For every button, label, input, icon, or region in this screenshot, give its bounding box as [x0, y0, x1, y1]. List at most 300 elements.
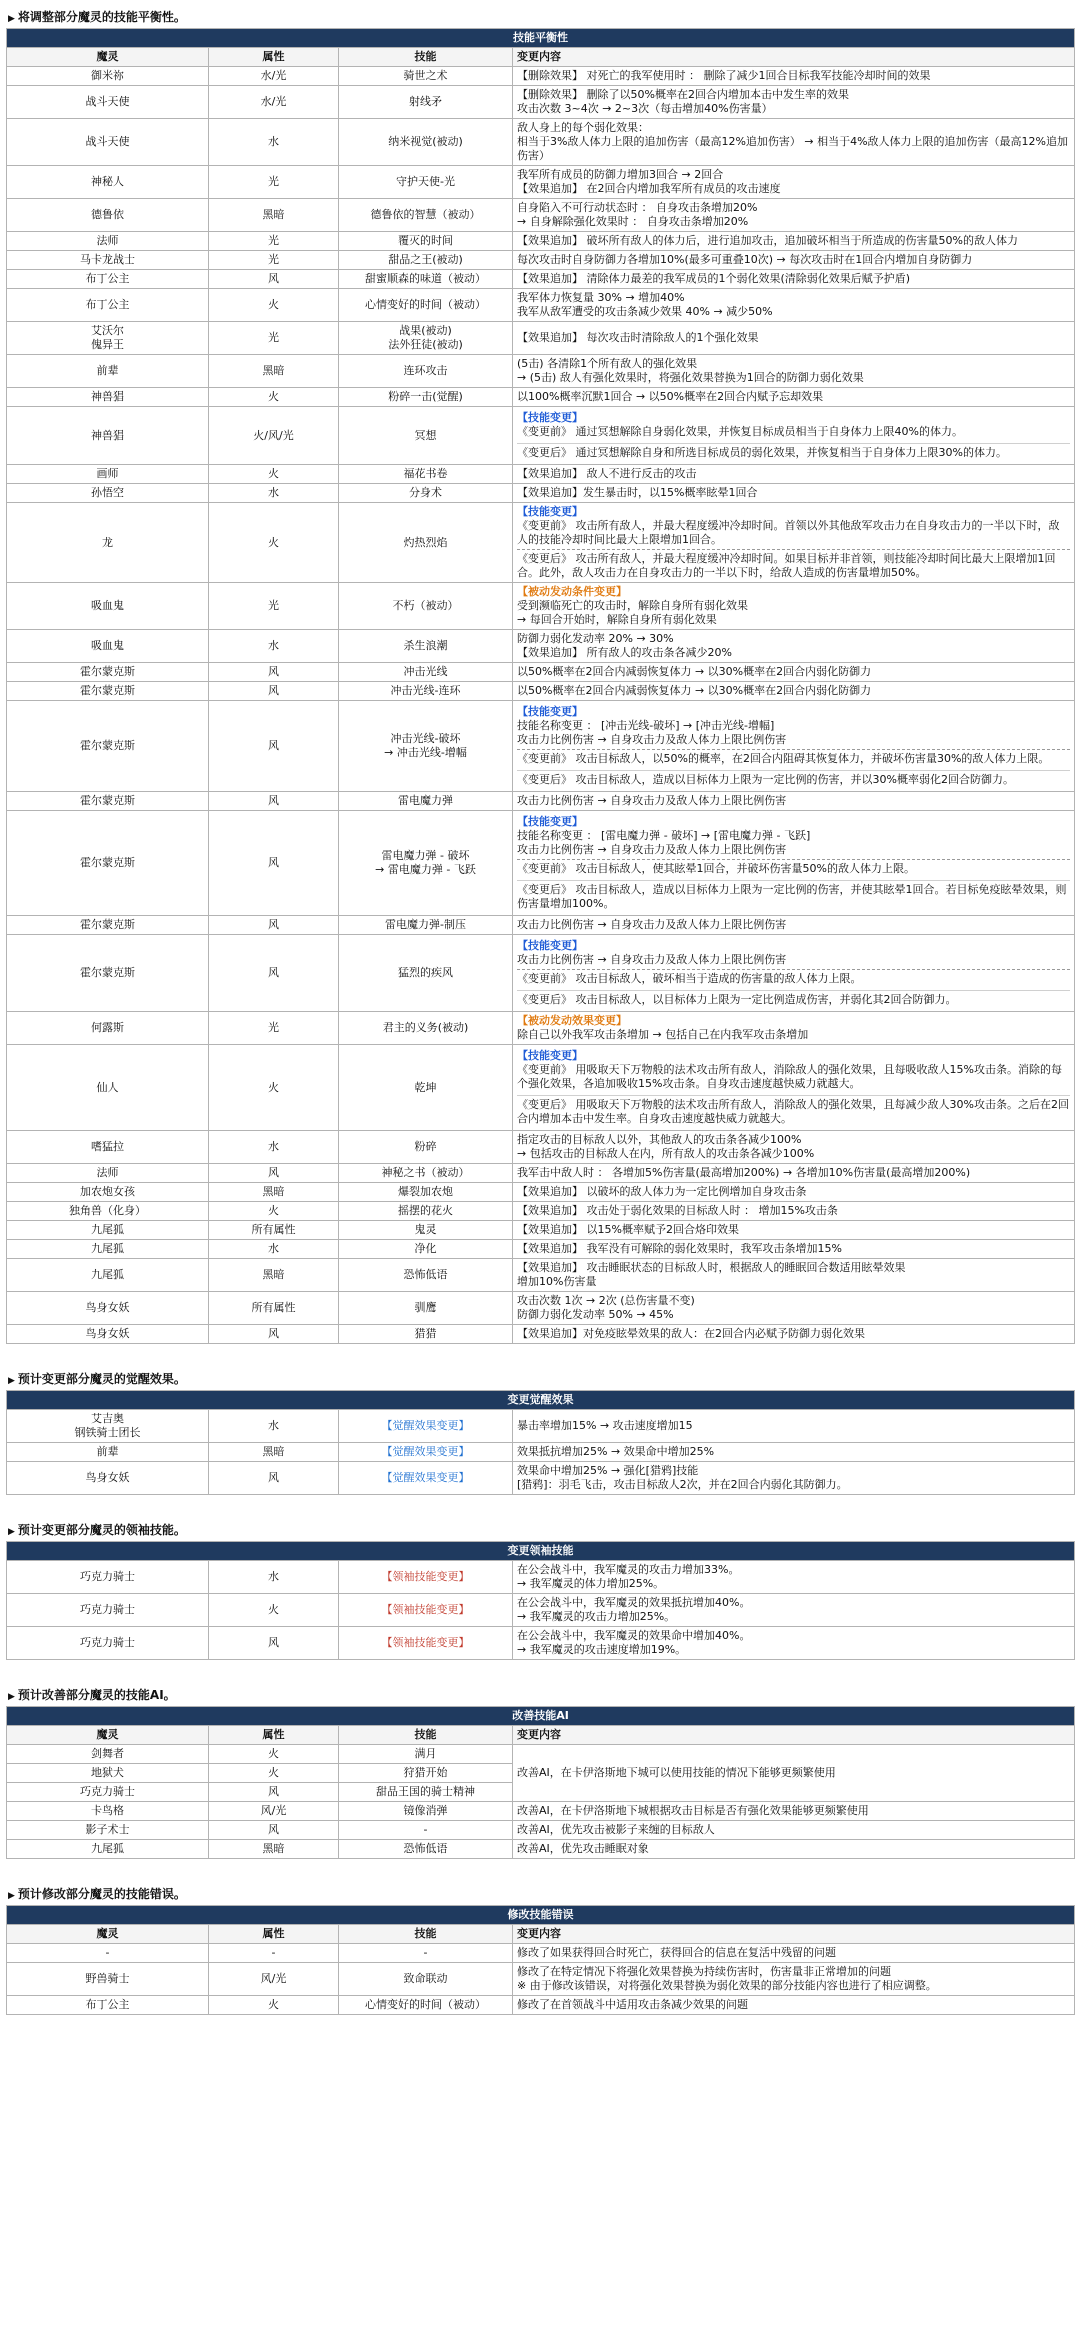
- change-line: 技能名称变更 ： [冲击光线-破坏] → [冲击光线-增幅]: [517, 719, 775, 732]
- change-content: [513, 1131, 1075, 1164]
- skill-name: 冲击光线-连环: [339, 682, 513, 701]
- section-title-text: 预计变更部分魔灵的觉醒效果。: [17, 1372, 186, 1386]
- monster-name: 九尾狐: [7, 1221, 209, 1240]
- attribute: 光: [209, 232, 339, 251]
- change-line: 《变更前》 攻击目标敌人，破坏相当于造成的伤害量的敌人体力上限。: [517, 972, 862, 985]
- monster-name: 吸血鬼: [7, 630, 209, 663]
- change-content: [513, 119, 1075, 166]
- change-content: [513, 1325, 1075, 1344]
- change-line: 攻击力比例伤害 → 自身攻击力及敌人体力上限比例伤害: [517, 953, 787, 966]
- monster-name: 艾沃尔 傀异王: [7, 322, 209, 355]
- skill-name: 灼热烈焰: [339, 503, 513, 583]
- skill-name: 致命联动: [339, 1963, 513, 1996]
- change-content: [513, 1840, 1075, 1859]
- attribute: 黑暗: [209, 1443, 339, 1462]
- attribute: 风: [209, 1325, 339, 1344]
- dashed-divider: [517, 549, 1070, 550]
- monster-name: 画师: [7, 465, 209, 484]
- attribute: 风: [209, 663, 339, 682]
- table-row: [7, 322, 1075, 355]
- skill-name: 满月: [339, 1745, 513, 1764]
- table-caption: 修改技能错误: [7, 1906, 1075, 1925]
- change-line: 增加10%伤害量: [517, 1275, 597, 1288]
- change-content: [513, 465, 1075, 484]
- change-line: 敌人身上的每个弱化效果：: [517, 121, 649, 134]
- monster-name: 独角兽（化身）: [7, 1202, 209, 1221]
- column-header-skill: 技能: [339, 1726, 513, 1745]
- section-title-text: 预计变更部分魔灵的领袖技能。: [17, 1523, 186, 1537]
- change-content: [513, 67, 1075, 86]
- table-row: [7, 1202, 1075, 1221]
- change-content: [513, 1944, 1075, 1963]
- attribute: 火/风/光: [209, 407, 339, 465]
- skill-name: 驯鹰: [339, 1292, 513, 1325]
- change-line: 【技能变更】: [517, 505, 583, 518]
- table-row: [7, 1012, 1075, 1045]
- change-line: ※ 由于修改该错误，对将强化效果替换为弱化效果的部分技能内容也进行了相应调整。: [517, 1979, 937, 1992]
- monster-name: 法师: [7, 232, 209, 251]
- skill-name: 甜品之王(被动): [339, 251, 513, 270]
- attribute: 风: [209, 1462, 339, 1495]
- monster-name: 巧克力骑士: [7, 1627, 209, 1660]
- skill-name: 狩猎开始: [339, 1764, 513, 1783]
- dashed-divider: [517, 969, 1070, 970]
- change-line: 【效果追加】发生暴击时，以15%概率眩晕1回合: [517, 486, 758, 499]
- monster-name: 神兽猖: [7, 407, 209, 465]
- column-header-monster: 魔灵: [7, 1726, 209, 1745]
- table-row: [7, 682, 1075, 701]
- change-content: [513, 503, 1075, 583]
- change-line: → 我军魔灵的体力增加25%。: [517, 1577, 665, 1590]
- skill-name: 净化: [339, 1240, 513, 1259]
- monster-name: 龙: [7, 503, 209, 583]
- change-line: 攻击次数 3~4次 → 2~3次（每击增加40%伤害量）: [517, 102, 773, 115]
- table-caption: 变更觉醒效果: [7, 1391, 1075, 1410]
- change-content: [513, 1561, 1075, 1594]
- section-title: [8, 1370, 1074, 1387]
- skill-name: 心情变好的时间（被动）: [339, 289, 513, 322]
- change-content: [513, 630, 1075, 663]
- change-line: 《变更后》 攻击目标敌人，造成以目标体力上限为一定比例的伤害，并使其眩晕1回合。若目标免疫眩晕效果，则伤害量增加100%。: [517, 883, 1067, 910]
- attribute: 水: [209, 1561, 339, 1594]
- column-header-change: 变更内容: [513, 48, 1075, 67]
- table-caption: 技能平衡性: [7, 29, 1075, 48]
- column-header-monster: 魔灵: [7, 48, 209, 67]
- change-content: [513, 232, 1075, 251]
- change-content: [513, 1410, 1075, 1443]
- change-content: [513, 1627, 1075, 1660]
- change-line: 效果命中增加25% → 强化[猎鸦]技能: [517, 1464, 699, 1477]
- change-line: 【技能变更】: [517, 705, 583, 718]
- attribute: 光: [209, 583, 339, 630]
- change-line: 效果抵抗增加25% → 效果命中增加25%: [517, 1445, 715, 1458]
- change-block: [517, 409, 1070, 441]
- s1-table: [6, 28, 1075, 1344]
- header-row: [7, 48, 1075, 67]
- change-line: 攻击力比例伤害 → 自身攻击力及敌人体力上限比例伤害: [517, 794, 787, 807]
- skill-name: 福花书卷: [339, 465, 513, 484]
- change-content: [513, 1462, 1075, 1495]
- change-line: 《变更后》 攻击目标敌人，以目标体力上限为一定比例造成伤害，并弱化其2回合防御力。: [517, 993, 957, 1006]
- s5-table: [6, 1905, 1075, 2015]
- change-line: 我军体力恢复量 30% → 增加40%: [517, 291, 685, 304]
- table-row: [7, 1594, 1075, 1627]
- skill-name: 冥想: [339, 407, 513, 465]
- change-content: [513, 86, 1075, 119]
- skill-name: 不朽（被动）: [339, 583, 513, 630]
- skill-name: 粉碎: [339, 1131, 513, 1164]
- skill-name: 覆灭的时间: [339, 232, 513, 251]
- change-line: 【技能变更】: [517, 815, 583, 828]
- column-header-skill: 技能: [339, 48, 513, 67]
- attribute: 风: [209, 792, 339, 811]
- change-line: 【效果追加】 破坏所有敌人的体力后，进行追加攻击，追加破坏相当于所造成的伤害量50%的敌人体力: [517, 234, 1018, 247]
- change-line: 改善AI，在卡伊洛斯地下城根据攻击目标是否有强化效果能够更频繁使用: [517, 1804, 869, 1817]
- change-block: [517, 770, 1070, 789]
- change-block: [517, 937, 1070, 988]
- table-row: [7, 86, 1075, 119]
- change-content: [513, 1594, 1075, 1627]
- attribute: 风: [209, 701, 339, 792]
- attribute: 黑暗: [209, 355, 339, 388]
- skill-name: 【觉醒效果变更】: [339, 1462, 513, 1495]
- skill-name: 雷电魔力弹 - 破坏 → 雷电魔力弹 - 飞跃: [339, 811, 513, 916]
- change-line: 【效果追加】 我军没有可解除的弱化效果时，我军攻击条增加15%: [517, 1242, 842, 1255]
- section-title-text: 预计修改部分魔灵的技能错误。: [17, 1887, 186, 1901]
- skill-name: 战果(被动) 法外狂徒(被动): [339, 322, 513, 355]
- table-row: [7, 1840, 1075, 1859]
- monster-name: 德鲁依: [7, 199, 209, 232]
- attribute: 光: [209, 166, 339, 199]
- change-line: 我军所有成员的防御力增加3回合 → 2回合: [517, 168, 724, 181]
- change-content: [513, 1012, 1075, 1045]
- change-line: 【删除效果】 删除了以50%概率在2回合内增加本击中发生率的效果: [517, 88, 849, 101]
- skill-name: -: [339, 1821, 513, 1840]
- table-row: [7, 503, 1075, 583]
- monster-name: 鸟身女妖: [7, 1325, 209, 1344]
- table-row: [7, 1131, 1075, 1164]
- column-header-attr: 属性: [209, 48, 339, 67]
- table-row: [7, 1627, 1075, 1660]
- attribute: 所有属性: [209, 1221, 339, 1240]
- table-row: [7, 119, 1075, 166]
- skill-name: 【领袖技能变更】: [339, 1627, 513, 1660]
- monster-name: 前辈: [7, 355, 209, 388]
- monster-name: 法师: [7, 1164, 209, 1183]
- change-line: 受到濒临死亡的攻击时，解除自身所有弱化效果: [517, 599, 748, 612]
- attribute: 火: [209, 1594, 339, 1627]
- table-row: [7, 407, 1075, 465]
- change-line: 除自己以外我军攻击条增加 → 包括自己在内我军攻击条增加: [517, 1028, 809, 1041]
- table-row: [7, 1221, 1075, 1240]
- table-row: [7, 355, 1075, 388]
- change-line: 攻击力比例伤害 → 自身攻击力及敌人体力上限比例伤害: [517, 733, 787, 746]
- skill-name: 鬼灵: [339, 1221, 513, 1240]
- table-row: [7, 484, 1075, 503]
- dashed-divider: [517, 749, 1070, 750]
- table-row: [7, 1745, 1075, 1764]
- change-line: 修改了如果获得回合时死亡，获得回合的信息在复活中残留的问题: [517, 1946, 836, 1959]
- skill-name: 雷电魔力弹-制压: [339, 916, 513, 935]
- monster-name: 巧克力骑士: [7, 1594, 209, 1627]
- attribute: 黑暗: [209, 1840, 339, 1859]
- monster-name: 战斗天使: [7, 119, 209, 166]
- change-content: [513, 484, 1075, 503]
- attribute: 风: [209, 1164, 339, 1183]
- monster-name: 地狱犬: [7, 1764, 209, 1783]
- skill-name: 摇摆的花火: [339, 1202, 513, 1221]
- change-line: → 我军魔灵的攻击力增加25%。: [517, 1610, 676, 1623]
- change-block: [517, 813, 1070, 878]
- attribute: 风: [209, 1821, 339, 1840]
- change-content: [513, 663, 1075, 682]
- change-content: 改善AI，在卡伊洛斯地下城可以使用技能的情况下能够更频繁使用: [513, 1745, 1075, 1802]
- change-content: [513, 289, 1075, 322]
- monster-name: 布丁公主: [7, 1996, 209, 2015]
- change-content: [513, 1202, 1075, 1221]
- change-content: [513, 1996, 1075, 2015]
- table-row: [7, 1821, 1075, 1840]
- skill-name: 甜品王国的骑士精神: [339, 1783, 513, 1802]
- skill-name: 骑世之术: [339, 67, 513, 86]
- change-line: (5击) 各清除1个所有敌人的强化效果: [517, 357, 698, 370]
- column-header-monster: 魔灵: [7, 1925, 209, 1944]
- attribute: 风: [209, 916, 339, 935]
- change-line: 【技能变更】: [517, 1049, 583, 1062]
- column-header-change: 变更内容: [513, 1726, 1075, 1745]
- change-content: [513, 388, 1075, 407]
- change-line: 【技能变更】: [517, 939, 583, 952]
- attribute: 水: [209, 630, 339, 663]
- triangle-bullet-icon: ▶: [8, 1891, 15, 1901]
- change-content: [513, 1221, 1075, 1240]
- change-line: 《变更前》 攻击目标敌人，以50%的概率，在2回合内阻碍其恢复体力，并破坏伤害量30%的敌人体力上限。: [517, 752, 1050, 765]
- change-line: 《变更前》 攻击目标敌人，使其眩晕1回合，并破坏伤害量50%的敌人体力上限。: [517, 862, 915, 875]
- change-line: 攻击力比例伤害 → 自身攻击力及敌人体力上限比例伤害: [517, 918, 787, 931]
- monster-name: 孙悟空: [7, 484, 209, 503]
- monster-name: 仙人: [7, 1045, 209, 1131]
- monster-name: 野兽骑士: [7, 1963, 209, 1996]
- table-row: [7, 166, 1075, 199]
- change-line: 修改了在特定情况下将强化效果替换为持续伤害时，伤害量非正常增加的问题: [517, 1965, 891, 1978]
- column-header-change: 变更内容: [513, 1925, 1075, 1944]
- change-content: [513, 1802, 1075, 1821]
- table-row: [7, 1259, 1075, 1292]
- change-line: → 我军魔灵的攻击速度增加19%。: [517, 1643, 687, 1656]
- change-line: 【效果追加】 以15%概率赋予2回合烙印效果: [517, 1223, 739, 1236]
- change-line: 技能名称变更 ： [雷电魔力弹 - 破坏] → [雷电魔力弹 - 飞跃]: [517, 829, 811, 842]
- attribute: 光: [209, 251, 339, 270]
- attribute: 黑暗: [209, 1183, 339, 1202]
- monster-name: 鸟身女妖: [7, 1462, 209, 1495]
- triangle-bullet-icon: ▶: [8, 1527, 15, 1537]
- table-caption: 变更领袖技能: [7, 1542, 1075, 1561]
- monster-name: 御米祢: [7, 67, 209, 86]
- attribute: 火: [209, 388, 339, 407]
- change-line: 以100%概率沉默1回合 → 以50%概率在2回合内赋予忘却效果: [517, 390, 824, 403]
- attribute: 水: [209, 1240, 339, 1259]
- skill-name: 冲击光线: [339, 663, 513, 682]
- change-content: [513, 1963, 1075, 1996]
- attribute: 火: [209, 1045, 339, 1131]
- table-row: [7, 1410, 1075, 1443]
- change-line: 在公会战斗中，我军魔灵的效果命中增加40%。: [517, 1629, 751, 1642]
- attribute: 所有属性: [209, 1292, 339, 1325]
- change-line: → (5击) 敌人有强化效果时，将强化效果替换为1回合的防御力弱化效果: [517, 371, 864, 384]
- attribute: 风: [209, 270, 339, 289]
- change-line: 【删除效果】 对死亡的我军使用时 ： 删除了减少1回合目标我军技能冷却时间的效果: [517, 69, 931, 82]
- attribute: 水/光: [209, 86, 339, 119]
- change-content: [513, 935, 1075, 1012]
- table-row: [7, 1802, 1075, 1821]
- change-line: 攻击力比例伤害 → 自身攻击力及敌人体力上限比例伤害: [517, 843, 787, 856]
- attribute: 风: [209, 935, 339, 1012]
- change-line: 【效果追加】 在2回合内增加我军所有成员的攻击速度: [517, 182, 781, 195]
- change-content: [513, 916, 1075, 935]
- change-line: 修改了在首领战斗中适用攻击条减少效果的问题: [517, 1998, 748, 2011]
- table-caption: 改善技能AI: [7, 1707, 1075, 1726]
- change-line: 《变更前》 用吸取天下万物般的法术攻击所有敌人，消除敌人的强化效果，且每吸收敌人15%攻击条。消除的每个强化效果，各追加吸收15%攻击条。自身攻击速度越快威力就越大。: [517, 1063, 1062, 1090]
- attribute: 光: [209, 322, 339, 355]
- change-line: 在公会战斗中，我军魔灵的效果抵抗增加40%。: [517, 1596, 751, 1609]
- skill-name: 德鲁依的智慧（被动）: [339, 199, 513, 232]
- change-content: [513, 166, 1075, 199]
- section-title: [8, 1686, 1074, 1703]
- skill-name: 杀生浪潮: [339, 630, 513, 663]
- change-line: 【效果追加】对免疫眩晕效果的敌人：在2回合内必赋予防御力弱化效果: [517, 1327, 865, 1340]
- change-line: 防御力弱化发动率 20% → 30%: [517, 632, 674, 645]
- monster-name: 霍尔蒙克斯: [7, 682, 209, 701]
- triangle-bullet-icon: ▶: [8, 1692, 15, 1702]
- change-line: 【被动发动条件变更】: [517, 585, 627, 598]
- column-header-skill: 技能: [339, 1925, 513, 1944]
- change-block: [517, 443, 1070, 462]
- table-row: [7, 1164, 1075, 1183]
- change-line: 我军从敌军遭受的攻击条减少效果 40% → 减少50%: [517, 305, 773, 318]
- table-row: [7, 1443, 1075, 1462]
- skill-name: 守护天使-光: [339, 166, 513, 199]
- monster-name: 前辈: [7, 1443, 209, 1462]
- section-title: [8, 1885, 1074, 1902]
- monster-name: 艾吉奥 钢铁骑士团长: [7, 1410, 209, 1443]
- attribute: 火: [209, 503, 339, 583]
- table-row: [7, 663, 1075, 682]
- change-line: 自身陷入不可行动状态时 ： 自身攻击条增加20%: [517, 201, 758, 214]
- change-line: 【效果追加】 敌人不进行反击的攻击: [517, 467, 697, 480]
- monster-name: 马卡龙战士: [7, 251, 209, 270]
- skill-name: 【领袖技能变更】: [339, 1594, 513, 1627]
- monster-name: 巧克力骑士: [7, 1561, 209, 1594]
- monster-name: 九尾狐: [7, 1840, 209, 1859]
- table-row: [7, 792, 1075, 811]
- skill-name: 镜像消弹: [339, 1802, 513, 1821]
- s4-table: [6, 1706, 1075, 1859]
- change-line: 《变更后》 用吸取天下万物般的法术攻击所有敌人，消除敌人的强化效果，且每减少敌人30%攻击条。之后在2回合内增加本击中发生率。自身攻击速度越快威力就越大。: [517, 1098, 1069, 1125]
- change-content: [513, 811, 1075, 916]
- skill-name: -: [339, 1944, 513, 1963]
- skill-name: 君主的义务(被动): [339, 1012, 513, 1045]
- attribute: 风: [209, 1783, 339, 1802]
- change-content: [513, 407, 1075, 465]
- monster-name: 霍尔蒙克斯: [7, 663, 209, 682]
- monster-name: 战斗天使: [7, 86, 209, 119]
- skill-name: 【觉醒效果变更】: [339, 1410, 513, 1443]
- change-line: 《变更后》 攻击目标敌人，造成以目标体力上限为一定比例的伤害，并以30%概率弱化2回合防御力。: [517, 773, 1014, 786]
- change-line: 暴击率增加15% → 攻击速度增加15: [517, 1419, 693, 1432]
- change-line: 指定攻击的目标敌人以外，其他敌人的攻击条各减少100%: [517, 1133, 802, 1146]
- change-content: [513, 199, 1075, 232]
- attribute: 水: [209, 1410, 339, 1443]
- change-content: [513, 1292, 1075, 1325]
- change-line: 【效果追加】 清除体力最差的我军成员的1个弱化效果(清除弱化效果后赋予护盾): [517, 272, 911, 285]
- change-content: [513, 322, 1075, 355]
- skill-name: 雷电魔力弹: [339, 792, 513, 811]
- attribute: 黑暗: [209, 1259, 339, 1292]
- monster-name: 霍尔蒙克斯: [7, 792, 209, 811]
- table-row: [7, 199, 1075, 232]
- skill-name: 【领袖技能变更】: [339, 1561, 513, 1594]
- header-row: [7, 1925, 1075, 1944]
- table-row: [7, 1183, 1075, 1202]
- section-title-text: 将调整部分魔灵的技能平衡性。: [17, 10, 186, 24]
- table-row: [7, 388, 1075, 407]
- table-row: [7, 270, 1075, 289]
- monster-name: 影子术士: [7, 1821, 209, 1840]
- attribute: 火: [209, 289, 339, 322]
- attribute: 风/光: [209, 1963, 339, 1996]
- monster-name: 神兽猖: [7, 388, 209, 407]
- attribute: 风: [209, 811, 339, 916]
- change-content: [513, 1164, 1075, 1183]
- change-line: 以50%概率在2回合内减弱恢复体力 → 以30%概率在2回合内弱化防御力: [517, 684, 872, 697]
- section-title-text: 预计改善部分魔灵的技能AI。: [17, 1688, 176, 1702]
- change-content: [513, 1240, 1075, 1259]
- change-line: 《变更前》 通过冥想解除自身弱化效果，并恢复目标成员相当于自身体力上限40%的体力。: [517, 425, 963, 438]
- skill-name: 神秘之书（被动）: [339, 1164, 513, 1183]
- table-row: [7, 1325, 1075, 1344]
- change-line: 【效果追加】 所有敌人的攻击条各减少20%: [517, 646, 732, 659]
- change-content: [513, 792, 1075, 811]
- attribute: 火: [209, 465, 339, 484]
- change-line: 每次攻击时自身防御力各增加10%(最多可重叠10次) → 每次攻击时在1回合内增加自身防御力: [517, 253, 973, 266]
- change-block: [517, 1047, 1070, 1093]
- skill-name: 甜蜜顺森的味道（被动）: [339, 270, 513, 289]
- change-line: 攻击次数 1次 → 2次 (总伤害量不变): [517, 1294, 695, 1307]
- skill-name: 纳米视觉(被动): [339, 119, 513, 166]
- attribute: 风/光: [209, 1802, 339, 1821]
- attribute: 光: [209, 1012, 339, 1045]
- attribute: 火: [209, 1764, 339, 1783]
- change-line: 【效果追加】 以破坏的敌人体力为一定比例增加自身攻击条: [517, 1185, 807, 1198]
- attribute: 水: [209, 119, 339, 166]
- table-row: [7, 1996, 1075, 2015]
- section-title: [8, 8, 1074, 25]
- change-content: [513, 1821, 1075, 1840]
- change-block: [517, 990, 1070, 1009]
- change-line: 【效果追加】 每次攻击时清除敌人的1个强化效果: [517, 331, 759, 344]
- monster-name: 霍尔蒙克斯: [7, 811, 209, 916]
- skill-name: 猛烈的疾风: [339, 935, 513, 1012]
- monster-name: 鸟身女妖: [7, 1292, 209, 1325]
- monster-name: 剑舞者: [7, 1745, 209, 1764]
- table-row: [7, 583, 1075, 630]
- change-line: 改善AI，优先攻击被影子来缠的目标敌人: [517, 1823, 715, 1836]
- table-row: [7, 465, 1075, 484]
- change-line: 相当于3%敌人体力上限的追加伤害（最高12%追加伤害） → 相当于4%敌人体力上限的追加伤害（最高12%追加伤害）: [517, 135, 1069, 162]
- column-header-attr: 属性: [209, 1726, 339, 1745]
- change-line: [猎鸦]：羽毛飞击，攻击目标敌人2次，并在2回合内弱化其防御力。: [517, 1478, 848, 1491]
- skill-name: 【觉醒效果变更】: [339, 1443, 513, 1462]
